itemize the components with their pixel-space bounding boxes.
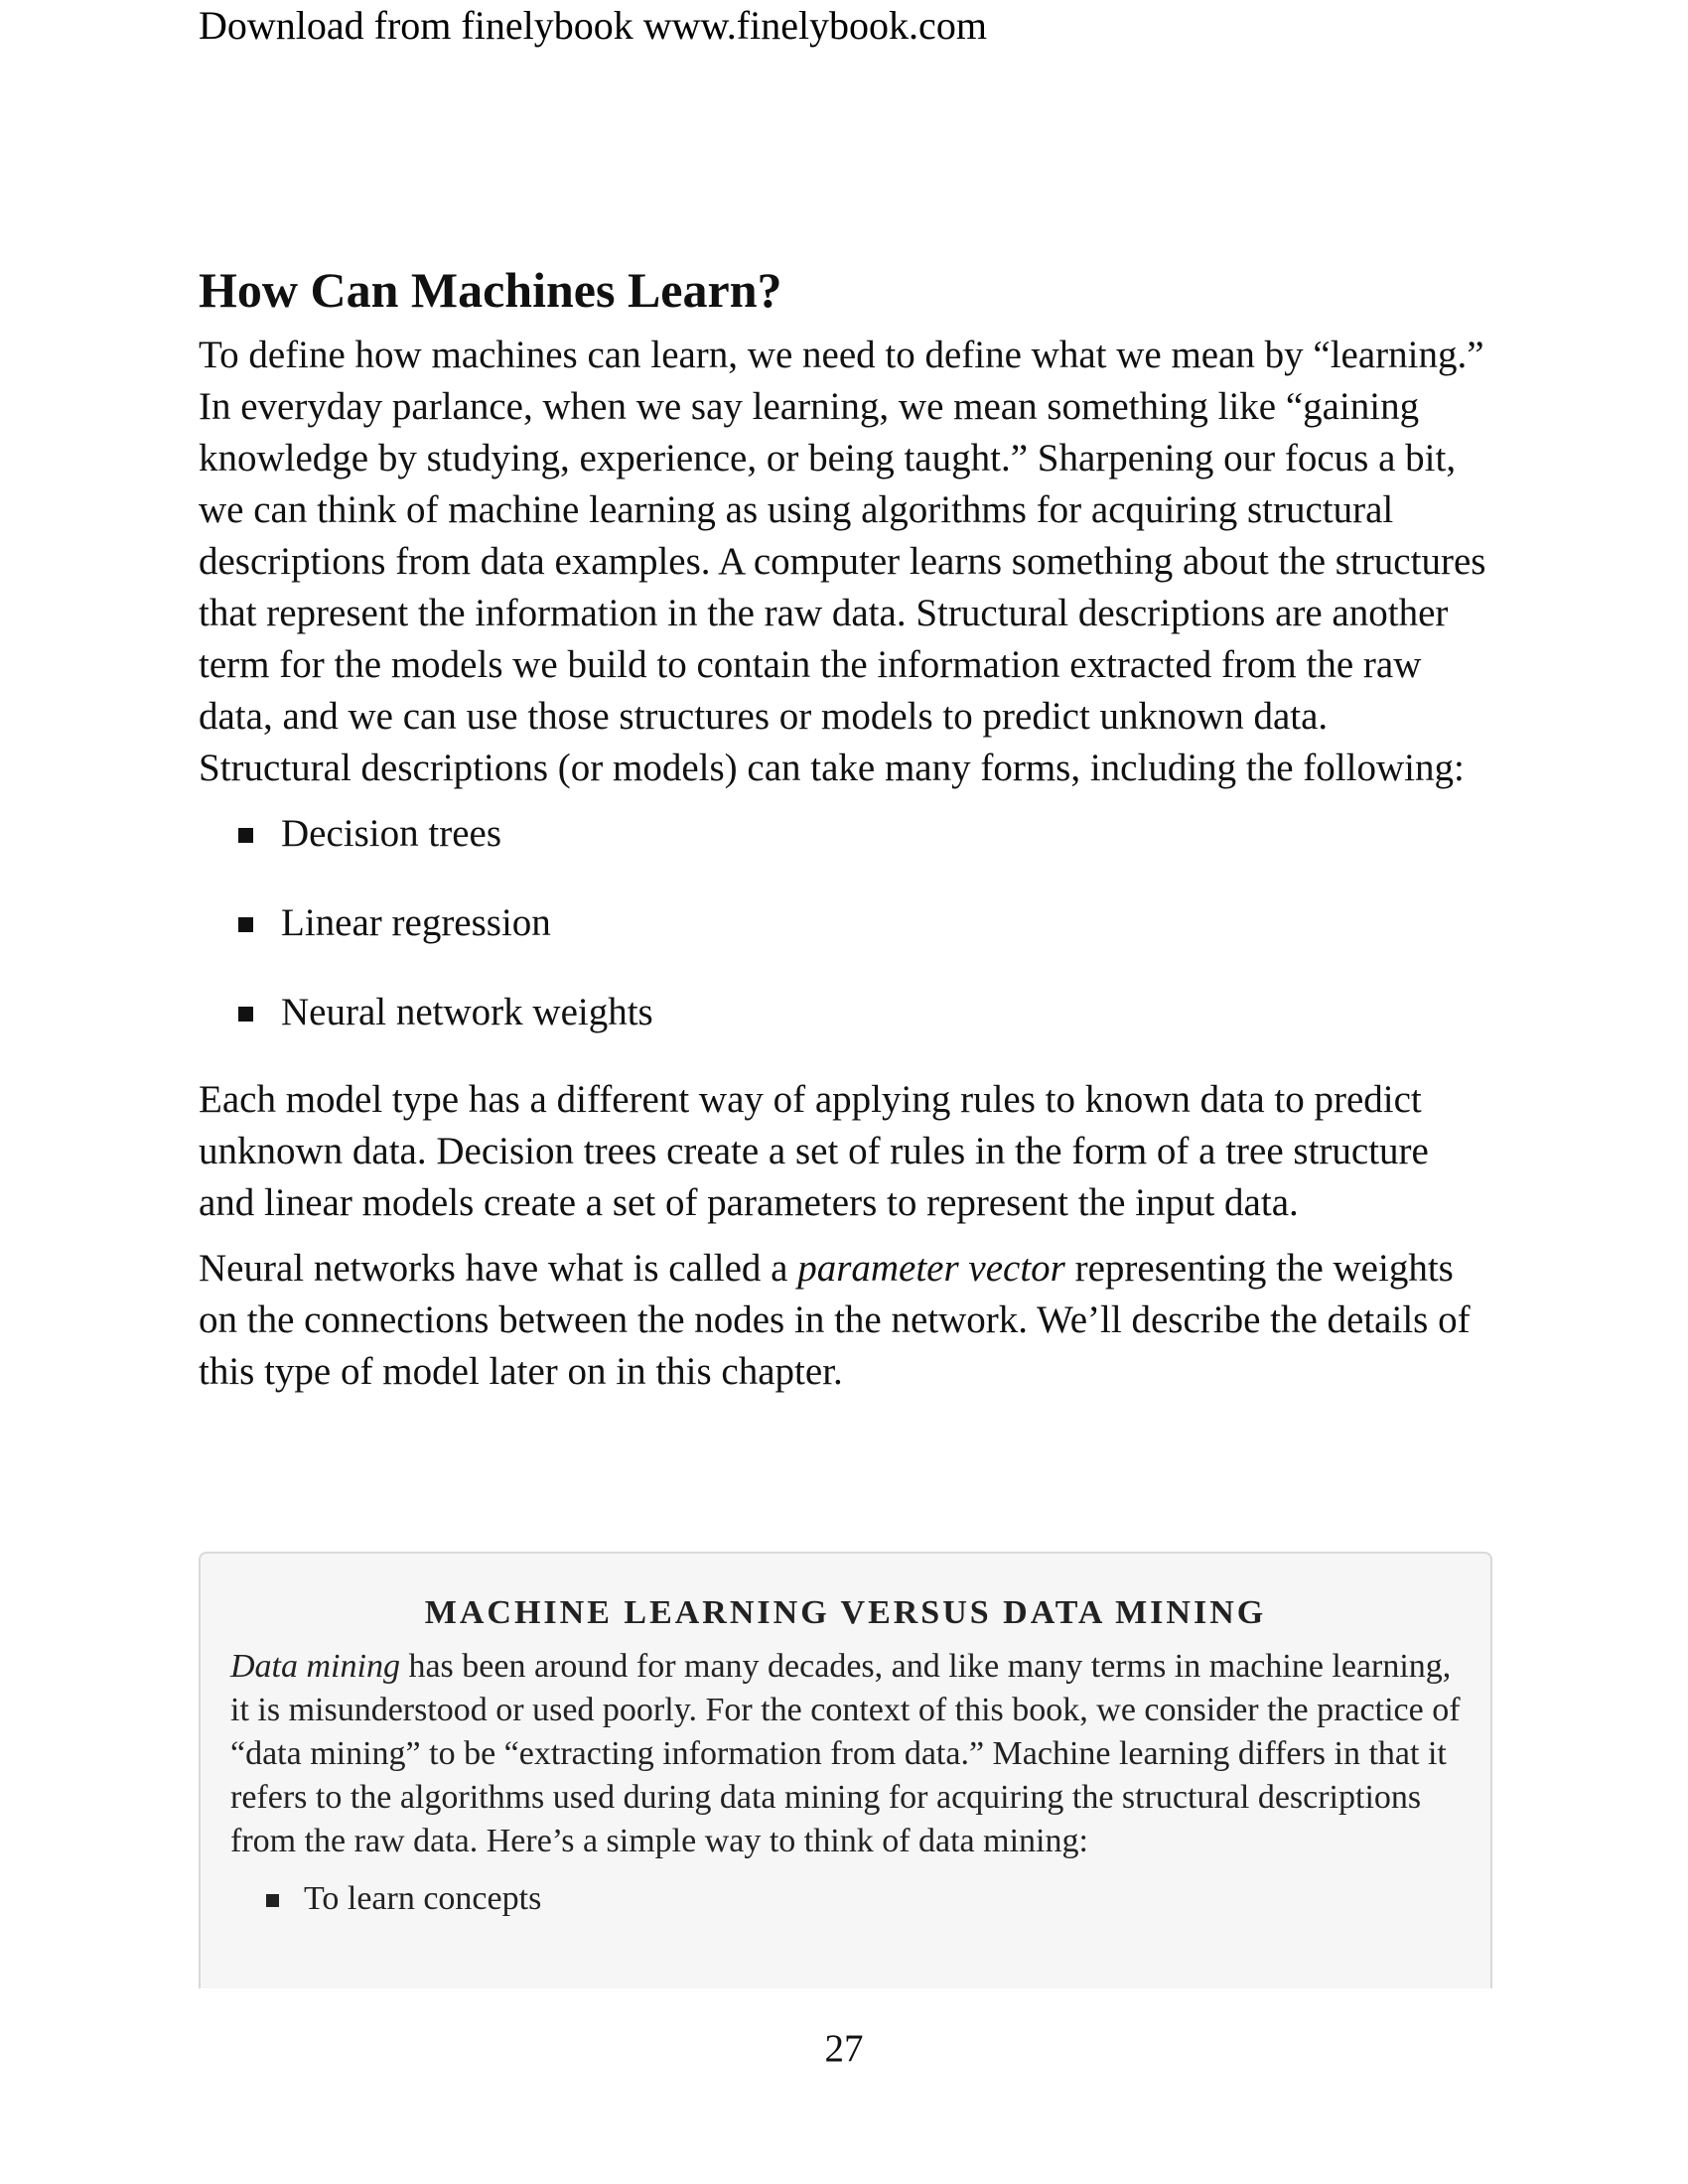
square-bullet-icon xyxy=(238,917,253,932)
list-item xyxy=(238,808,1489,860)
list-item-text: Neural network weights xyxy=(281,991,653,1033)
main-content xyxy=(199,260,1489,1398)
sidebar-paragraph-text: has been around for many decades, and like many terms in machine learning, it is misunderstood or used poorly. For the context of this book, we consider the practice of “data mining” to be “extracting information from data.” Machine learning differs in that it refers to the algorithms used during data mining for acquiring the structural descriptions from the raw data. Here’s a simple way to think of data mining: xyxy=(230,1648,1461,1859)
page-number: 27 xyxy=(824,2027,864,2070)
list-item xyxy=(238,897,1489,949)
neural-text-before: Neural networks have what is called a xyxy=(199,1247,798,1290)
neural-paragraph xyxy=(199,1243,1489,1398)
sidebar-box xyxy=(199,1552,1492,1988)
square-bullet-icon xyxy=(266,1894,279,1907)
square-bullet-icon xyxy=(238,828,253,843)
neural-text-after: representing the weights on the connections between the nodes in the network. We’ll describe the details of this type of model later on in this chapter. xyxy=(199,1247,1471,1393)
list-item xyxy=(238,987,1489,1038)
sidebar-title: MACHINE LEARNING VERSUS DATA MINING xyxy=(424,1594,1267,1631)
list-item xyxy=(266,1877,1461,1921)
sidebar-list xyxy=(230,1877,1461,1921)
list-item-text: To learn concepts xyxy=(304,1880,542,1917)
section-title: How Can Machines Learn? xyxy=(199,262,782,318)
list-item-text: Linear regression xyxy=(281,901,551,944)
sidebar-paragraph xyxy=(230,1645,1461,1863)
model-forms-list xyxy=(199,808,1489,1038)
download-header: Download from finelybook www.finelybook.com xyxy=(199,3,987,48)
data-mining-term: Data mining xyxy=(230,1648,400,1685)
square-bullet-icon xyxy=(238,1007,253,1022)
model-paragraph: Each model type has a different way of applying rules to known data to predict unknown data. Decision trees create a set of rules in the form of a tree structure and linear models create a set of parameters to represent the input data. xyxy=(199,1078,1429,1224)
intro-paragraph: To define how machines can learn, we need to define what we mean by “learning.” In everyday parlance, when we say learning, we mean something like “gaining knowledge by studying, experience, or being taught.” Sharpening our focus a bit, we can think of machine learning as using algorithms for acquiring structural descriptions from data examples. A computer learns something about the structures that represent the information in the raw data. Structural descriptions are another term for the models we build to contain the information extracted from the raw data, and we can use those structures or models to predict unknown data. Structural descriptions (or models) can take many forms, including the following: xyxy=(199,334,1486,789)
parameter-vector-term: parameter vector xyxy=(797,1247,1065,1290)
list-item-text: Decision trees xyxy=(281,812,502,855)
